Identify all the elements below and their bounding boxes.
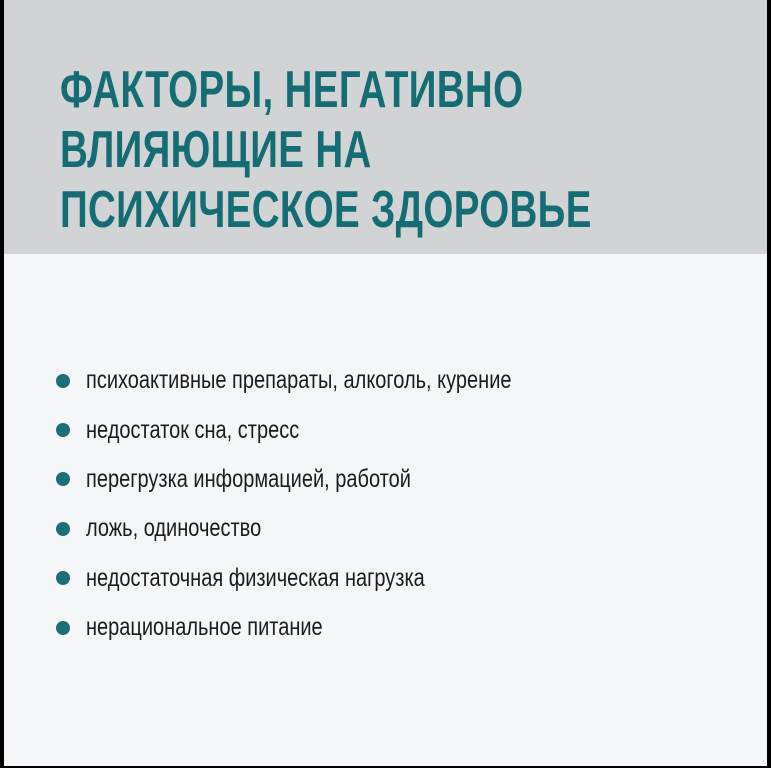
list-item [56, 356, 618, 405]
list-item-label: недостаточная физическая нагрузка [86, 563, 425, 592]
list-item-label: нерациональное питание [86, 613, 323, 642]
bullet-dot-icon [56, 571, 70, 585]
info-card [4, 0, 767, 766]
bullet-dot-icon [56, 472, 70, 486]
title-line-2: ВЛИЯЮЩИЕ НА [60, 121, 372, 179]
list-item-label: перегрузка информацией, работой [86, 464, 411, 493]
bullet-dot-icon [56, 423, 70, 437]
list-item-label: недостаток сна, стресс [86, 415, 300, 444]
list-item-label: ложь, одиночество [86, 514, 262, 543]
list-item-label: психоактивные препараты, алкоголь, курение [86, 366, 512, 395]
title-line-3: ПСИХИЧЕСКОЕ ЗДОРОВЬЕ [60, 181, 592, 239]
page-title [60, 60, 592, 240]
bullet-dot-icon [56, 374, 70, 388]
bullet-dot-icon [56, 621, 70, 635]
list-item [56, 405, 618, 454]
list-item [56, 603, 618, 652]
factor-list [56, 356, 618, 652]
list-item [56, 554, 618, 603]
title-line-1: ФАКТОРЫ, НЕГАТИВНО [60, 61, 524, 119]
list-item [56, 504, 618, 553]
header-band [4, 0, 767, 254]
list-item [56, 455, 618, 504]
bullet-dot-icon [56, 522, 70, 536]
